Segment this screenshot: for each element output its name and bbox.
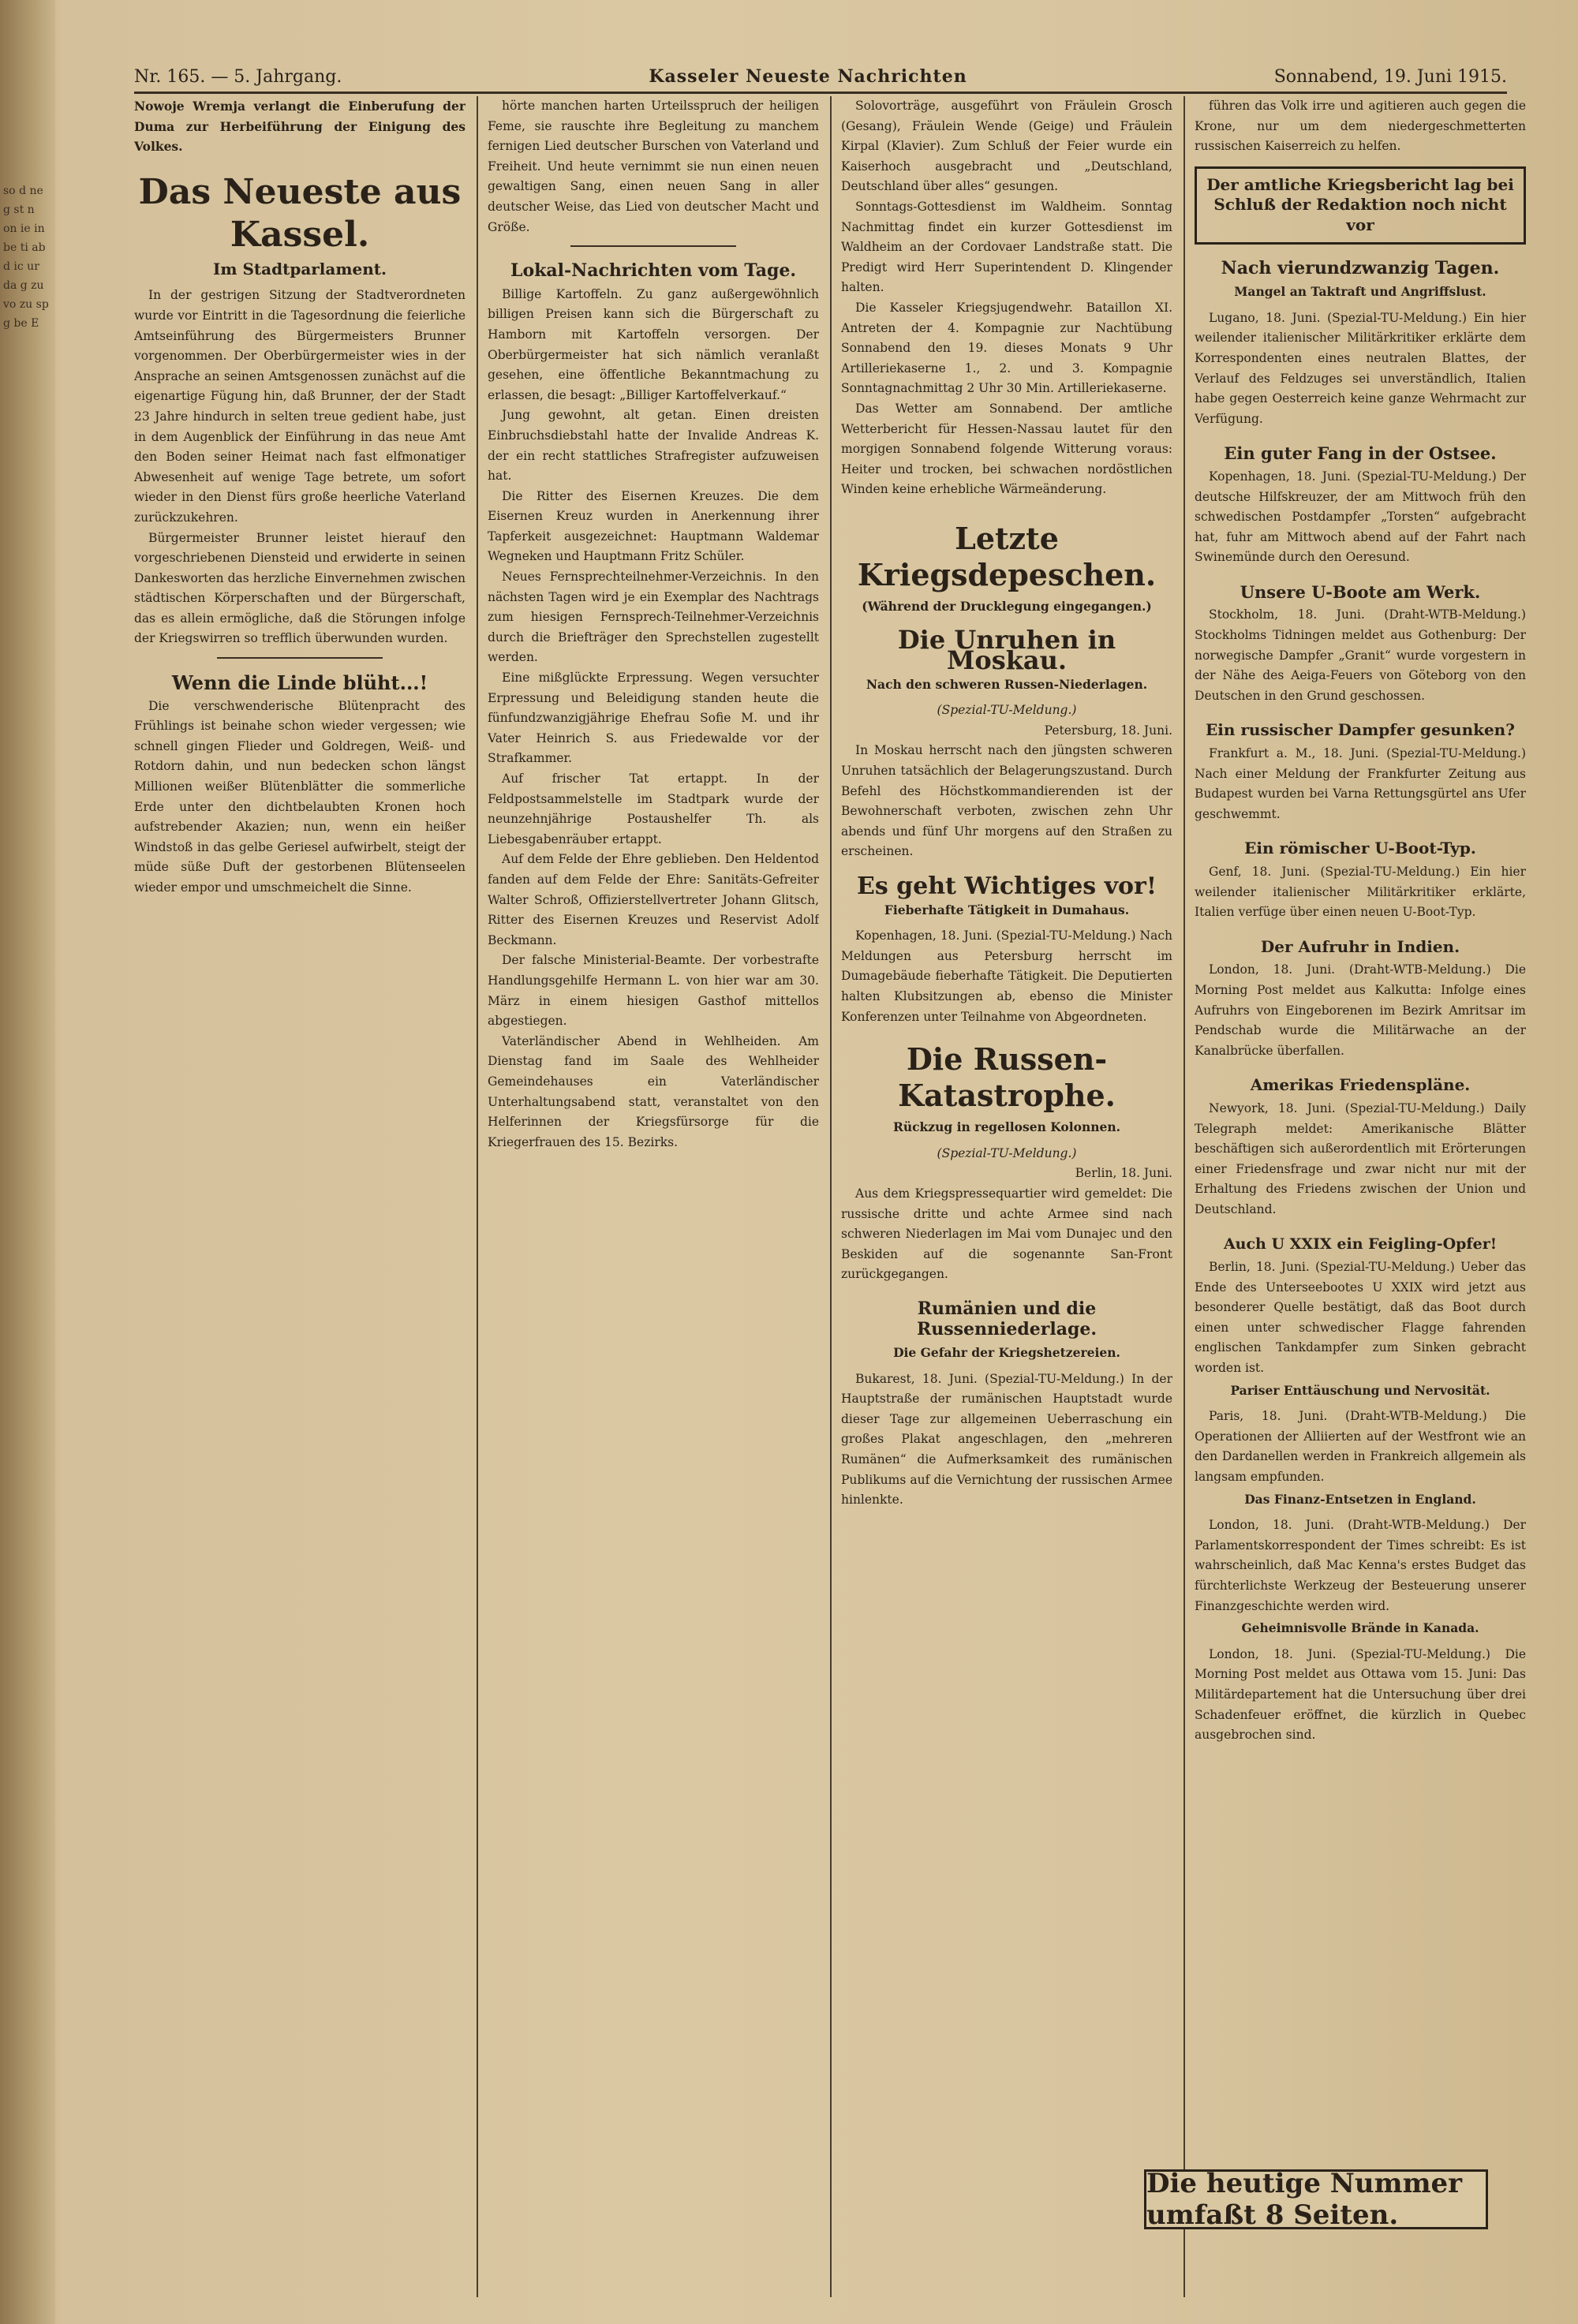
article-heading: Rumänien und die Russenniederlage. bbox=[916, 1298, 1097, 1339]
dateline: Petersburg, 18. Juni. bbox=[1044, 723, 1172, 738]
article-heading: Auch U XXIX ein Feigling-Opfer! bbox=[1223, 1235, 1498, 1253]
news-item: Die Kasseler Kriegsjugendwehr. Bataillon XI. Antreten der 4. Kompagnie zur Nachtübung Sonnabend den 19. dieses Monats 9 Uhr Artilleriekaserne 1., 2. und 3. Kompagnie Sonntagnachmittag 2 Uhr 30 Min. Artilleriekaserne. bbox=[841, 300, 1172, 396]
section-subheading: (Während der Drucklegung eingegangen.) bbox=[862, 598, 1152, 614]
article-paragraph: Bukarest, 18. Juni. (Spezial-TU-Meldung.) In der Hauptstraße der rumänischen Hauptstadt wurde dieser Tage zur allgemeinen Ueberraschung ein großes Plakat angeschlagen, den „mehreren Rumänen“ die Aufmerksamkeit des rumänischen Publikums auf die Vernichtung der russischen Armee hinlenkte. bbox=[841, 1371, 1172, 1508]
page-count-box: Die heutige Nummer umfaßt 8 Seiten. bbox=[1144, 2169, 1488, 2229]
article-subheading: Mangel an Taktraft und Angriffslust. bbox=[1234, 284, 1486, 300]
article-heading: Unsere U-Boote am Werk. bbox=[1240, 581, 1481, 602]
article-paragraph: In Moskau herrscht nach den jüngsten schweren Unruhen tatsächlich der Belagerungszustand. Durch Befehl des Höchstkommandierenden ist der Bewohnerschaft verboten, zwischen zehn Uhr abends und fünf Uhr morgens auf den Straßen zu erscheinen. bbox=[841, 743, 1172, 859]
news-item: Der falsche Ministerial-Beamte. Der vorbestrafte Handlungsgehilfe Hermann L. von hier war am 30. März in einem hiesigen Gasthof mittellos abgestiegen. bbox=[488, 953, 819, 1029]
news-item: Auf frischer Tat ertappt. In der Feldpostsammelstelle im Stadtpark wurde der neunzehnjährige Postaushelfer Th. als Liebesgabenräuber ertappt. bbox=[488, 772, 819, 846]
column-rule bbox=[1184, 96, 1185, 2297]
column-rule bbox=[830, 96, 832, 2297]
news-item: Die Ritter des Eisernen Kreuzes. Die dem Eisernen Kreuz wurden in Anerkennung ihrer Tapferkeit ausgezeichnet: Hauptmann Waldemar Wegneken und Hauptmann Fritz Schüler. bbox=[488, 488, 819, 564]
news-item: Eine mißglückte Erpressung. Wegen versuchter Erpressung und Beleidigung standen heute die fünfundzwanzigjährige Ehefrau Sofie M. und ihr Vater Heinrich S. aus Friedewalde vor der Strafkammer. bbox=[488, 671, 819, 766]
article-heading: Die Unruhen in Moskau. bbox=[897, 625, 1116, 676]
article-paragraph: Aus dem Kriegspressequartier wird gemeldet: Die russische dritte und achte Armee sind nach schweren Niederlagen im Mai vom Dunajec und den Beskiden auf die sogenannte San-Front zurückgegangen. bbox=[841, 1186, 1172, 1282]
news-item: Neues Fernsprechteilnehmer-Verzeichnis. In den nächsten Tagen wird je ein Exemplar des Nachtrags zum hiesigen Fernsprech-Teilnehmer-Verzeichnis durch die Briefträger den Sprechstellen zugestellt werden. bbox=[488, 570, 819, 665]
agency-label: (Spezial-TU-Meldung.) bbox=[937, 1145, 1077, 1160]
news-item: Jung gewohnt, alt getan. Einen dreisten Einbruchsdiebstahl hatte der Invalide Andreas K. der ein recht stattliches Strafregister aufzuweisen hat. bbox=[488, 408, 819, 484]
news-item: Solovorträge, ausgeführt von Fräulein Grosch (Gesang), Fräulein Wende (Geige) und Fräulein Kirpal (Klavier). Zum Schluß der Feier wurde ein Kaiserhoch ausgebracht und „Deutschland, Deutschland über alles“ gesungen. bbox=[841, 99, 1172, 194]
article-paragraph: Frankfurt a. M., 18. Juni. (Spezial-TU-Meldung.) Nach einer Meldung der Frankfurter Zeitung aus Budapest wurden bei Varna Rettungsgürtel ans Ufer geschwemmt. bbox=[1195, 746, 1526, 821]
article-paragraph: London, 18. Juni. (Draht-WTB-Meldung.) Die Morning Post meldet aus Kalkutta: Infolge eines Aufruhrs von Eingeborenen im Bezirk Amritsar im Pendschab wurde die Militärwache an der Kanalbrücke überfallen. bbox=[1195, 962, 1526, 1058]
article-heading: Geheimnisvolle Brände in Kanada. bbox=[1241, 1620, 1479, 1636]
binding-gutter bbox=[0, 0, 55, 2324]
news-item: Sonntags-Gottesdienst im Waldheim. Sonntag Nachmittag findet ein kurzer Gottesdienst im Waldheim an der Cordovaer Landstraße statt. Die Predigt wird Herr Superintendent D. Klingender halten. bbox=[841, 199, 1172, 295]
article-paragraph: Die verschwenderische Blütenpracht des Frühlings ist beinahe schon wieder vergessen; wie schnell gingen Flieder und Goldregen, Weiß- und Rotdorn dahin, und nun bedecken schon längst Millionen weißer Blütenblätter die sommerliche Erde unter den dichtbelaubten Kronen hoch aufstrebender Akazien; nun, wenn ein heißer Windstoß in das gelbe Geriesel aufwirbelt, steigt der müde süße Duft der gestorbenen Blütenseelen wieder empor und umschmeichelt die Sinne. bbox=[134, 698, 466, 895]
section-heading: Letzte Kriegsdepeschen. bbox=[857, 520, 1157, 592]
article-paragraph: Berlin, 18. Juni. (Spezial-TU-Meldung.) Ueber das Ende des Unterseebootes U XXIX wird jetzt aus besonderer Quelle bestätigt, daß das Boot durch einen unter schwedischer Flagge fahrenden englischen Tankdampfer zum Sinken gebracht worden ist. bbox=[1195, 1260, 1526, 1376]
article-paragraph: Stockholm, 18. Juni. (Draht-WTB-Meldung.) Stockholms Tidningen meldet aus Gothenburg: Der norwegische Dampfer „Granit“ wurde vorgestern in der Nähe des Aeiga-Feuers von Göteborg von den Deutschen in den Grund geschossen. bbox=[1195, 607, 1526, 703]
agency-label: (Spezial-TU-Meldung.) bbox=[937, 703, 1077, 718]
divider bbox=[217, 657, 383, 659]
article-heading: Das Finanz-Entsetzen in England. bbox=[1244, 1491, 1476, 1507]
article-paragraph: Paris, 18. Juni. (Draht-WTB-Meldung.) Die Operationen der Alliierten auf der Westfront wie an den Dardanellen werden in Frankreich allgemein als langsam empfunden. bbox=[1195, 1409, 1526, 1485]
article-heading: Ein guter Fang in der Ostsee. bbox=[1224, 443, 1497, 464]
article-paragraph: Kopenhagen, 18. Juni. (Spezial-TU-Meldung.) Nach Meldungen aus Petersburg herrscht im Dumagebäude fieberhafte Tätigkeit. Die Deputierten halten Klubsitzungen ab, ebenso die Minister Konferenzen unter Teilnahme von Abgeordneten. bbox=[841, 928, 1172, 1024]
article-heading: Amerikas Friedenspläne. bbox=[1250, 1075, 1471, 1095]
dateline: Berlin, 18. Juni. bbox=[1075, 1166, 1172, 1181]
article-paragraph: Newyork, 18. Juni. (Spezial-TU-Meldung.) Daily Telegraph meldet: Amerikanische Blätter beschäftigen sich außerordentlich mit Erörterungen einer Friedensfrage und zwar nicht nur mit der Erhaltung des Friedens zwischen der Union und Deutschland. bbox=[1195, 1100, 1526, 1216]
section-heading: Lokal-Nachrichten vom Tage. bbox=[510, 260, 796, 282]
newspaper-title: Kasseler Neueste Nachrichten bbox=[649, 66, 967, 87]
article-paragraph: Bürgermeister Brunner leistet hierauf den vorgeschriebenen Diensteid und erwiderte in seinen Dankesworten das herzliche Einvernehmen zwischen städtischen Körperschaften und der Bürgerschaft, das es allein ermögliche, daß die Störungen infolge der Kriegswirren so trefflich überwunden wurden. bbox=[134, 530, 466, 646]
article-heading: Die Russen-Katastrophe. bbox=[898, 1041, 1116, 1114]
section-heading: Das Neueste aus Kassel. bbox=[138, 171, 462, 255]
notice-box: Der amtliche Kriegsbericht lag bei Schluß der Redaktion noch nicht vor bbox=[1195, 166, 1526, 245]
article-paragraph: hörte manchen harten Urteilsspruch der heiligen Feme, sie rauschte ihre Begleitung zu manchem fernigen Lied deutscher Burschen von Vaterland und Freiheit. Und heute vernimmt sie nun einen neuen gewaltigen Sang, einen neuen Sang in aller deutscher Weise, das Lied von deutscher Macht und Größe. bbox=[488, 99, 819, 234]
article-subheading: Die Gefahr der Kriegshetzereien. bbox=[893, 1345, 1120, 1361]
article-heading: Nach vierundzwanzig Tagen. bbox=[1221, 257, 1500, 278]
article-paragraph: Genf, 18. Juni. (Spezial-TU-Meldung.) Ein hier weilender italienischer Militärkritiker erklärte, Italien verfüge über einen neuen U-Boot-Typ. bbox=[1195, 865, 1526, 920]
article-heading: Wenn die Linde blüht...! bbox=[171, 671, 428, 695]
section-subheading: Im Stadtparlament. bbox=[212, 259, 387, 278]
article-heading: Es geht Wichtiges vor! bbox=[856, 872, 1157, 900]
article-heading: Pariser Enttäuschung und Nervosität. bbox=[1230, 1382, 1490, 1398]
article-paragraph: führen das Volk irre und agitieren auch gegen die Krone, nur um dem niedergeschmetterten russischen Kaiserreich zu helfen. bbox=[1195, 99, 1526, 154]
news-item: Das Wetter am Sonnabend. Der amtliche Wetterbericht für Hessen-Nassau lautet für den morgigen Sonnabend folgende Witterung voraus: Heiter und trocken, bei schwachen nordöstlichen Winden keine erhebliche Wärmeänderung. bbox=[841, 401, 1172, 497]
news-item: Auf dem Felde der Ehre geblieben. Den Heldentod fanden auf dem Felde der Ehre: Sanitäts-Gefreiter Walter Schroß, Offizierstellvertreter Johann Glitsch, Ritter des Eisernen Kreuzes und Reservist Adolf Beckmann. bbox=[488, 852, 819, 947]
article-paragraph: London, 18. Juni. (Spezial-TU-Meldung.) Die Morning Post meldet aus Ottawa vom 15. Juni: Das Militärdepartement hat die Untersuchung über drei Schadenfeuer eröffnet, die kürzlich in Quebec ausgebrochen sind. bbox=[1195, 1646, 1526, 1743]
article-subheading: Rückzug in regellosen Kolonnen. bbox=[892, 1119, 1121, 1135]
article-heading: Der Aufruhr in Indien. bbox=[1260, 936, 1460, 956]
issue-number: Nr. 165. — 5. Jahrgang. bbox=[134, 67, 342, 87]
news-item: Vaterländischer Abend in Wehlheiden. Am Dienstag fand im Saale des Wehlheider Gemeindehauses ein Vaterländischer Unterhaltungsabend statt, veranstaltet von den Helferinnen der Kriegsfürsorge für die Kriegerfrauen des 15. Bezirks. bbox=[488, 1033, 819, 1149]
article-paragraph: London, 18. Juni. (Draht-WTB-Meldung.) Der Parlamentskorrespondent der Times schreibt: Es ist wahrscheinlich, daß Mac Kenna's erstes Budget das fürchterlichste Werkzeug der Besteuerung unserer Finanzgeschichte werden wird. bbox=[1195, 1518, 1526, 1613]
article-heading: Ein russischer Dampfer gesunken? bbox=[1206, 720, 1515, 740]
intro-text: Nowoje Wremja verlangt die Einberufung der Duma zur Herbeiführung der Einigung des Volkes. bbox=[134, 99, 466, 155]
divider bbox=[570, 245, 736, 247]
page-header bbox=[134, 55, 1507, 94]
column-rule bbox=[477, 96, 478, 2297]
issue-date: Sonnabend, 19. Juni 1915. bbox=[1273, 67, 1507, 87]
column-3 bbox=[841, 96, 1172, 2305]
article-paragraph: In der gestrigen Sitzung der Stadtverordneten wurde vor Eintritt in die Tagesordnung die feierliche Amtseinführung des Bürgermeisters Brunner vorgenommen. Der Oberbürgermeister wies in der Ansprache an seinen Amtsgenossen zunächst auf die eigenartige Fügung hin, daß Brunner, der der Stadt 23 Jahre hindurch in selten treue gedient habe, just in dem Augenblick der Einführung in das neue Amt den Boden seiner Heimat nach fast elfmonatiger Abwesenheit auf wenige Tage betrete, um sofort wieder in den Dienst fürs große heerliche Vaterland zurückzukehren. bbox=[134, 288, 466, 525]
article-paragraph: Lugano, 18. Juni. (Spezial-TU-Meldung.) Ein hier weilender italienischer Militärkritiker erklärte dem Korrespondenten eines neutralen Blattes, der Verlauf des Feldzuges sei unverständlich, Italien habe gegen Oesterreich keine ganze Wehrmacht zur Verfügung. bbox=[1195, 310, 1526, 426]
article-heading: Ein römischer U-Boot-Typ. bbox=[1244, 839, 1476, 858]
article-subheading: Nach den schweren Russen-Niederlagen. bbox=[866, 676, 1148, 692]
column-4 bbox=[1195, 96, 1526, 2147]
column-2 bbox=[488, 96, 819, 2305]
news-item: Billige Kartoffeln. Zu ganz außergewöhnlich billigen Preisen kann sich die Bürgerschaft zu Hamborn mit Kartoffeln versorgen. Der Oberbürgermeister hat sich nämlich veranlaßt gesehen, eine öffentliche Bekanntmachung zu erlassen, die besagt: „Billiger Kartoffelverkauf.“ bbox=[488, 286, 819, 402]
article-paragraph: Kopenhagen, 18. Juni. (Spezial-TU-Meldung.) Der deutsche Hilfskreuzer, der am Mittwoch früh den schwedischen Postdampfer „Torsten“ aufgebracht hat, fuhr am Mittwoch abend auf der Fahrt nach Swinemünde durch den Oeresund. bbox=[1195, 469, 1526, 565]
margin-fragment: so d ne g st n on ie in be ti ab d ic ur da g zu vo zu sp g be E bbox=[3, 185, 49, 330]
article-subheading: Fieberhafte Tätigkeit in Dumahaus. bbox=[884, 902, 1130, 917]
column-1 bbox=[134, 96, 466, 2305]
